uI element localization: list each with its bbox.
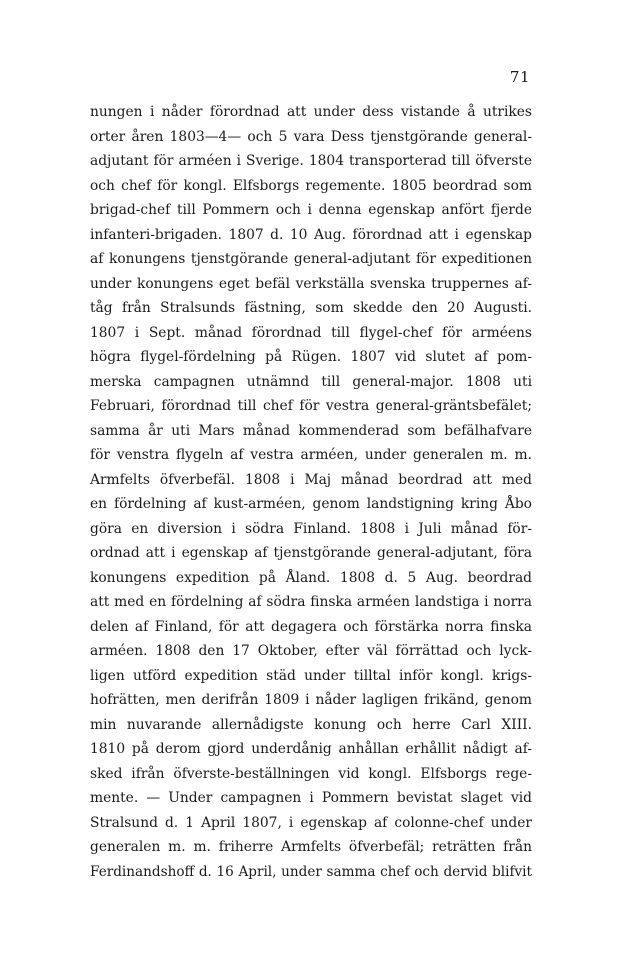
- text-line: konungens expedition på Åland. 1808 d. 5 Aug. beordrad: [90, 569, 532, 586]
- text-line: tåg från Stralsunds fästning, som skedde den 20 Augusti.: [90, 300, 532, 316]
- text-line: ligen utförd expedition städ under tilltal inför kongl. krigs-: [90, 667, 532, 684]
- text-line: orter åren 1803—4— och 5 vara Dess tjenstgörande general-: [90, 128, 532, 145]
- text-line: Armfelts öfverbefäl. 1808 i Maj månad beordrad att med: [90, 471, 532, 488]
- text-line: att med en fördelning af södra finska arméen landstiga i norra: [90, 594, 532, 610]
- page-number: 71: [509, 68, 530, 86]
- text-line: högra flygel-fördelning på Rügen. 1807 vid slutet af pom-: [90, 349, 532, 365]
- text-line: adjutant för arméen i Sverige. 1804 transporterad till öfverste: [90, 153, 532, 169]
- text-line: 1807 i Sept. månad förordnad till flygel-chef för arméens: [90, 324, 532, 341]
- text-line: brigad-chef till Pommern och i denna egenskap anfört fjerde: [90, 202, 532, 218]
- text-line: infanteri-brigaden. 1807 d. 10 Aug. förordnad att i egenskap: [90, 226, 532, 243]
- text-line: sked ifrån öfverste-beställningen vid kongl. Elfsborgs rege-: [90, 765, 532, 782]
- text-line: delen af Finland, för att degagera och förstärka norra finska: [90, 618, 532, 635]
- text-line: ordnad att i egenskap af tjenstgörande general-adjutant, föra: [90, 545, 532, 561]
- body-text: [90, 100, 532, 884]
- text-line: af konungens tjenstgörande general-adjutant för expeditionen: [90, 251, 532, 267]
- text-line: min nuvarande allernådigste konung och herre Carl XIII.: [90, 716, 532, 733]
- text-line: 1810 på derom gjord underdånig anhållan erhållit nådigt af-: [90, 741, 532, 757]
- text-line: Februari, förordnad till chef för vestra general-gräntsbefälet;: [90, 398, 532, 414]
- text-line: nungen i nåder förordnad att under dess vistande å utrikes: [90, 104, 532, 120]
- text-line: merska campagnen utnämnd till general-major. 1808 uti: [90, 373, 532, 390]
- text-line: samma år uti Mars månad kommenderad som befälhafvare: [90, 422, 532, 439]
- text-line: mente. — Under campagnen i Pommern bevistat slaget vid: [90, 790, 532, 806]
- text-line: Ferdinandshoff d. 16 April, under samma chef och dervid blifvit: [90, 863, 532, 880]
- text-line: under konungens eget befäl verkställa svenska truppernes af-: [90, 275, 532, 292]
- text-line: och chef för kongl. Elfsborgs regemente. 1805 beordrad som: [90, 177, 532, 194]
- text-line: en fördelning af kust-arméen, genom landstigning kring Åbo: [90, 496, 532, 512]
- text-line: arméen. 1808 den 17 Oktober, efter väl förrättad och lyck-: [90, 643, 532, 659]
- text-line: generalen m. m. friherre Armfelts öfverbefäl; reträtten från: [90, 839, 532, 855]
- text-line: hofrätten, men derifrån 1809 i nåder lagligen frikänd, genom: [90, 692, 532, 708]
- text-line: Stralsund d. 1 April 1807, i egenskap af colonne-chef under: [90, 814, 532, 831]
- text-line: för venstra flygeln af vestra arméen, under generalen m. m.: [90, 447, 532, 463]
- text-line: göra en diversion i södra Finland. 1808 i Juli månad för-: [90, 520, 532, 537]
